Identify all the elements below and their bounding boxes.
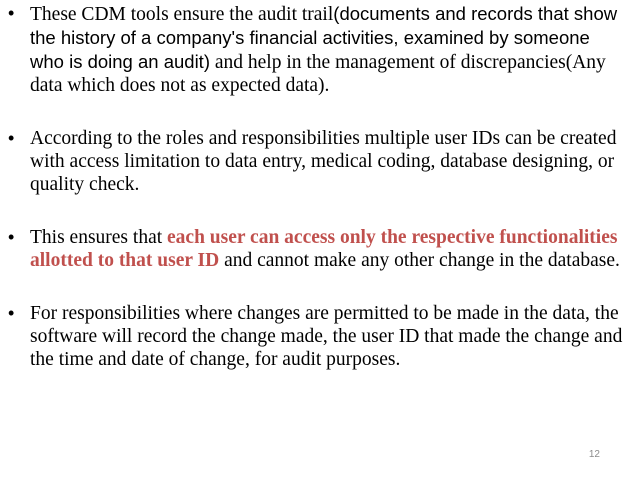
bullet-icon: • (8, 128, 15, 148)
bullet-text-part: This ensures that (30, 227, 168, 248)
bullet-text-part: and help in the management of discrepancies(Any data which does not as expected data). (30, 52, 606, 96)
highlighted-text: each user can access only the respective functionalities allotted to that user ID (30, 227, 618, 271)
bullet-user-roles (8, 127, 626, 196)
bullet-text: For responsibilities where changes are permitted to be made in the data, the software will record the change made, the user ID that made the change and the time and date of change, for audit purposes. (30, 303, 623, 370)
bullet-text-part: These CDM tools ensure the audit trail (30, 4, 334, 25)
bullet-text: According to the roles and responsibilities multiple user IDs can be created with access limitation to data entry, medical coding, database designing, or quality check. (30, 128, 617, 195)
bullet-icon: • (8, 227, 15, 247)
bullet-text-part: and cannot make any other change in the database. (219, 250, 620, 271)
bullet-text-definition: (documents and records that show the history of a company's financial activities, examined by someone who is doing an audit) (30, 3, 618, 72)
bullet-audit-trail (8, 2, 626, 97)
bullet-icon: • (8, 3, 15, 23)
bullet-change-tracking (8, 302, 626, 371)
bullet-list (8, 2, 626, 371)
bullet-access-restriction (8, 226, 626, 272)
bullet-icon: • (8, 303, 15, 323)
page-number: 12 (588, 449, 600, 460)
